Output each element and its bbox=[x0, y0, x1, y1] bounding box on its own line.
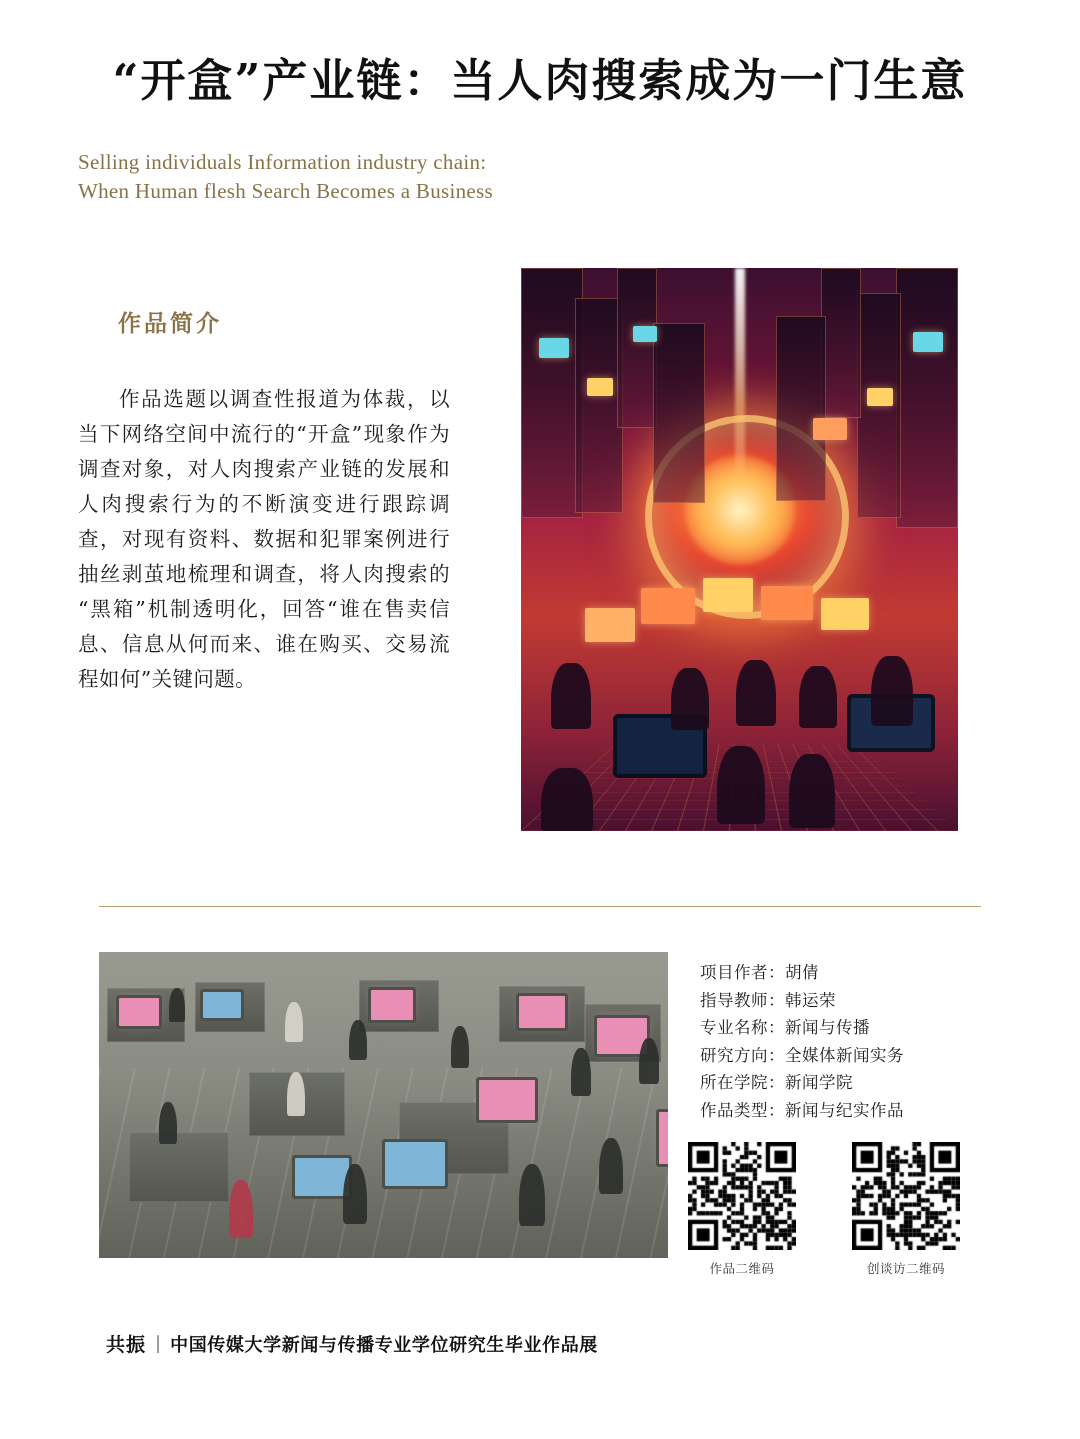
artwork-building bbox=[575, 298, 623, 513]
photo-person bbox=[169, 988, 185, 1022]
artwork-monitor bbox=[761, 586, 813, 620]
page-subtitle-line2: When Human flesh Search Becomes a Business bbox=[78, 179, 493, 203]
artwork-building bbox=[776, 316, 826, 501]
qr-item-work bbox=[688, 1142, 796, 1277]
photo-monitor bbox=[371, 990, 413, 1020]
meta-value: 韩运荣 bbox=[785, 990, 836, 1010]
artwork-person bbox=[871, 656, 913, 726]
page-subtitle-line1: Selling individuals Information industry chain: bbox=[78, 150, 487, 174]
artwork-person bbox=[551, 663, 591, 729]
footer bbox=[106, 1330, 598, 1357]
photo-monitor bbox=[659, 1112, 668, 1164]
photo-person bbox=[285, 1002, 303, 1042]
artwork-monitor bbox=[641, 588, 695, 624]
meta-value: 新闻学院 bbox=[785, 1073, 853, 1092]
qr-code-icon[interactable] bbox=[852, 1142, 960, 1250]
meta-label: 专业名称： bbox=[700, 1018, 785, 1037]
artwork-screen bbox=[633, 326, 657, 342]
meta-row bbox=[700, 1042, 1000, 1070]
meta-value: 新闻与传播 bbox=[785, 1018, 870, 1037]
page-title: “开盒”产业链：当人肉搜索成为一门生意 bbox=[112, 54, 968, 107]
artwork-person bbox=[789, 754, 835, 828]
artwork-monitor bbox=[821, 598, 869, 630]
meta-row bbox=[700, 1097, 1000, 1125]
artwork-monitor bbox=[585, 608, 635, 642]
photo-person bbox=[519, 1164, 545, 1226]
artwork-building bbox=[821, 268, 861, 418]
page-subtitle bbox=[78, 148, 493, 206]
photo-monitor bbox=[597, 1018, 647, 1054]
artwork-screen bbox=[539, 338, 569, 358]
footer-text: 中国传媒大学新闻与传播专业学位研究生毕业作品展 bbox=[170, 1334, 598, 1356]
photo-booth bbox=[129, 1132, 229, 1202]
artwork-screen bbox=[587, 378, 613, 396]
photo-monitor bbox=[385, 1142, 445, 1186]
photo-monitor bbox=[203, 992, 241, 1018]
artwork-person bbox=[717, 746, 765, 824]
meta-value: 全媒体新闻实务 bbox=[785, 1045, 904, 1065]
artwork-person bbox=[671, 668, 709, 730]
meta-label: 所在学院： bbox=[700, 1073, 785, 1092]
artwork-screen bbox=[913, 332, 943, 352]
meta-row bbox=[700, 1069, 1000, 1097]
artwork-person bbox=[541, 768, 593, 831]
artwork-building bbox=[521, 268, 583, 518]
qr-code-icon[interactable] bbox=[688, 1142, 796, 1250]
meta-label: 作品类型： bbox=[700, 1100, 785, 1120]
project-meta bbox=[700, 959, 1000, 1124]
qr-caption: 作品二维码 bbox=[709, 1261, 775, 1276]
photo-person bbox=[599, 1138, 623, 1194]
photo-monitor bbox=[479, 1080, 535, 1120]
meta-label: 研究方向： bbox=[700, 1045, 785, 1065]
photo-monitor bbox=[295, 1158, 349, 1196]
artwork-person bbox=[736, 660, 776, 726]
photo-person bbox=[451, 1026, 469, 1068]
meta-value: 胡倩 bbox=[785, 963, 819, 982]
photo-person bbox=[287, 1072, 305, 1116]
meta-row bbox=[700, 987, 1000, 1015]
secondary-photo bbox=[99, 952, 668, 1258]
intro-heading: 作品简介 bbox=[118, 310, 222, 337]
footer-separator: | bbox=[155, 1333, 162, 1354]
meta-row bbox=[700, 959, 1000, 987]
meta-value: 新闻与纪实作品 bbox=[785, 1100, 904, 1120]
intro-body: 作品选题以调查性报道为体裁，以当下网络空间中流行的“开盒”现象作为调查对象，对人肉搜索产业链的发展和人肉搜索行为的不断演变进行跟踪调查，对现有资料、数据和犯罪案例进行抽丝剥茧地梳理和调查，将人肉搜索的“黑箱”机制透明化，回答“谁在售卖信息、信息从何而来、谁在购买、交易流程如何”关键问题。 bbox=[78, 387, 450, 691]
artwork-screen bbox=[813, 418, 847, 440]
meta-row bbox=[700, 1014, 1000, 1042]
photo-monitor bbox=[119, 998, 159, 1026]
photo-person bbox=[349, 1020, 367, 1060]
artwork-screen bbox=[867, 388, 893, 406]
photo-person bbox=[571, 1048, 591, 1096]
artwork-person bbox=[799, 666, 837, 728]
photo-person bbox=[159, 1102, 177, 1144]
photo-person bbox=[229, 1180, 253, 1238]
section-divider bbox=[99, 906, 981, 907]
photo-monitor bbox=[519, 996, 565, 1028]
qr-caption: 创谈访二维码 bbox=[866, 1261, 945, 1276]
artwork-building bbox=[653, 323, 705, 503]
main-artwork-image bbox=[521, 268, 958, 831]
qr-item-interview bbox=[852, 1142, 960, 1277]
meta-label: 项目作者： bbox=[700, 963, 785, 982]
photo-person bbox=[639, 1038, 659, 1084]
artwork-building bbox=[896, 268, 958, 528]
footer-brand: 共振 bbox=[106, 1334, 147, 1356]
photo-person bbox=[343, 1164, 367, 1224]
qr-code-group bbox=[688, 1142, 988, 1277]
artwork-building bbox=[617, 268, 657, 428]
artwork-monitor bbox=[703, 578, 753, 612]
meta-label: 指导教师： bbox=[700, 990, 785, 1010]
